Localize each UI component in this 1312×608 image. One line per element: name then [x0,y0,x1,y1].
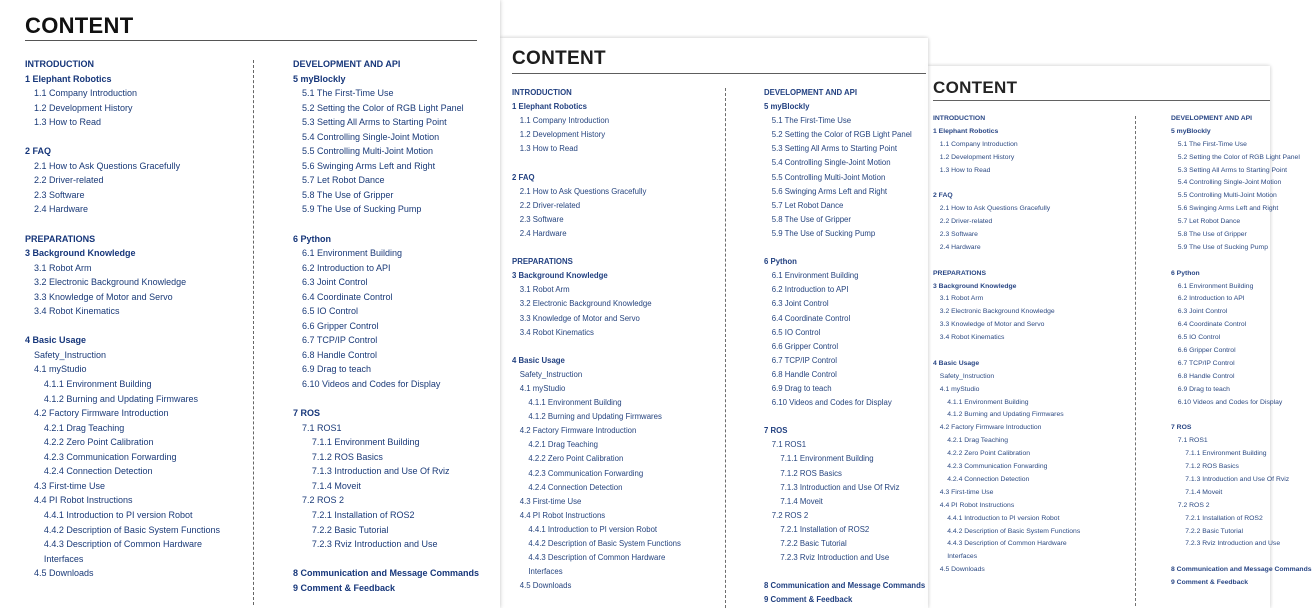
toc-entry-link[interactable]: 6.4 Coordinate Control [1177,321,1247,329]
title-rule [933,100,1270,101]
toc-entry-link[interactable]: 7.2.1 Installation of ROS2 [780,524,870,534]
toc-entry-link[interactable]: 5.1 The First-Time Use [302,88,394,99]
toc-entry-link[interactable]: 6.3 Joint Control [771,299,829,309]
section-spacer [512,340,681,354]
toc-chapter-link[interactable]: 8 Communication and Message Commands [293,568,480,579]
toc-entry-link[interactable]: 4.4.2 Description of Basic System Functions [947,527,1081,535]
toc-entry-link[interactable]: 4.1.1 Environment Building [947,398,1029,406]
toc-entry-link[interactable]: 4.2.4 Connection Detection [528,482,623,492]
toc-entry-link[interactable]: 7.2.3 Rviz Introduction and Use [780,553,890,563]
toc-entry-link[interactable]: 5.7 Let Robot Dance [1177,218,1241,226]
toc-chapter-link[interactable]: 4 Basic Usage [512,355,565,365]
toc-entry-link[interactable]: 4.4.3 Description of Common Hardware [528,553,666,563]
toc-chapter-link[interactable]: 5 myBlockly [1171,127,1211,135]
toc-entry-link[interactable]: 2.4 Hardware [34,204,89,215]
toc-part-heading: DEVELOPMENT AND API [293,59,401,69]
toc-entry-link[interactable]: 4.2.3 Communication Forwarding [43,451,177,462]
section-spacer [1171,255,1312,268]
toc-entry-link[interactable]: 2.1 How to Ask Questions Gracefully [519,186,647,196]
toc-right-column [293,57,479,595]
toc-entry-link[interactable]: 4.3 First-time Use [34,480,106,491]
toc-part-heading: INTRODUCTION [512,88,572,97]
toc-entry-link[interactable]: 4.1.2 Burning and Updating Firmwares [43,393,198,404]
section-spacer [933,177,1080,190]
toc-entry-link[interactable]: 7.2.3 Rviz Introduction and Use [1185,540,1281,548]
toc-chapter-link[interactable]: 2 FAQ [25,146,52,157]
toc-entry-link[interactable]: 5.5 Controlling Multi-Joint Motion [771,172,886,182]
toc-entry-link[interactable]: 4.2.1 Drag Teaching [947,437,1008,445]
toc-entry-link[interactable]: 1.2 Development History [939,153,1015,161]
toc-entry-link[interactable]: 6.8 Handle Control [1177,372,1235,380]
toc-entry-link[interactable]: 6.6 Gripper Control [302,320,379,331]
toc-entry-link[interactable]: 3.1 Robot Arm [34,262,92,273]
toc-entry-link[interactable]: 3.4 Robot Kinematics [939,334,1005,342]
section-spacer [293,392,479,407]
toc-page-2 [500,38,928,608]
toc-page-3 [928,66,1312,608]
toc-entry-link[interactable]: 5.6 Swinging Arms Left and Right [1177,205,1279,213]
toc-entry-link[interactable]: 6.7 TCP/IP Control [1177,359,1235,367]
toc-entry-link[interactable]: 7.2.3 Rviz Introduction and Use [311,539,438,550]
toc-chapter-link[interactable]: 1 Elephant Robotics [512,102,587,112]
section-spacer [25,319,220,334]
toc-entry-link[interactable]: 6.1 Environment Building [771,271,859,281]
toc-entry-link[interactable]: 4.2.4 Connection Detection [43,466,153,477]
toc-entry-link[interactable]: 5.6 Swinging Arms Left and Right [302,160,436,171]
toc-entry-link[interactable]: Interfaces [947,553,978,561]
toc-entry-link[interactable]: 7.1.3 Introduction and Use Of Rviz [780,482,900,492]
toc-entry-link[interactable]: 4.4.2 Description of Basic System Functions [43,524,220,535]
section-spacer [933,255,1080,268]
toc-entry-link[interactable]: 7.1.4 Moveit [1185,488,1223,496]
toc-entry-link[interactable]: 6.10 Videos and Codes for Display [1177,398,1283,406]
toc-chapter-link[interactable]: 4 Basic Usage [933,359,980,367]
toc-right-column [764,86,925,607]
toc-entry-link[interactable]: 5.7 Let Robot Dance [771,200,844,210]
toc-entry-link[interactable]: 7.1.2 ROS Basics [311,451,383,462]
toc-entry-link[interactable]: 6.3 Joint Control [1177,308,1228,316]
toc-entry-link[interactable]: 5.9 The Use of Sucking Pump [771,228,876,238]
toc-entry-link[interactable]: 5.2 Setting the Color of RGB Light Panel [771,130,912,140]
toc-entry-link[interactable]: 5.8 The Use of Gripper [1177,231,1247,239]
toc-entry-link[interactable]: 5.5 Controlling Multi-Joint Motion [302,146,434,157]
toc-entry-link[interactable]: 5.3 Setting All Arms to Starting Point [771,144,898,154]
toc-entry-link[interactable]: 4.2.2 Zero Point Calibration [528,454,624,464]
toc-chapter-link[interactable]: 7 ROS [764,426,788,436]
toc-entry-link[interactable]: 1.2 Development History [519,130,606,140]
toc-entry-link[interactable]: 7.1.1 Environment Building [311,437,420,448]
toc-entry-link[interactable]: 4.2.2 Zero Point Calibration [43,437,154,448]
toc-entry-link[interactable]: 4.5 Downloads [34,568,94,579]
toc-part-heading: INTRODUCTION [25,59,94,69]
toc-entry-link[interactable]: 6.5 IO Control [771,327,821,337]
toc-left-column [933,113,1080,577]
toc-entry-link[interactable]: 3.3 Knowledge of Motor and Servo [939,321,1045,329]
toc-entry-link[interactable]: 4.5 Downloads [519,581,572,591]
toc-entry-link[interactable]: 1.1 Company Introduction [519,116,610,126]
toc-entry-link[interactable]: 6.2 Introduction to API [302,262,391,273]
toc-entry-link[interactable]: 5.7 Let Robot Dance [302,175,385,186]
section-spacer [1171,409,1312,422]
toc-entry-link[interactable]: 4.4.1 Introduction to PI version Robot [947,514,1060,522]
toc-entry-link[interactable]: 4.5 Downloads [939,566,985,574]
toc-entry-link[interactable]: 5.8 The Use of Gripper [302,189,394,200]
toc-entry-link[interactable]: 4.2 Factory Firmware Introduction [519,426,637,436]
toc-entry-link[interactable]: 6.10 Videos and Codes for Display [302,379,441,390]
toc-part-heading: PREPARATIONS [512,257,573,267]
toc-part-heading: INTRODUCTION [933,115,986,122]
toc-entry-link[interactable]: 4.4 PI Robot Instructions [519,510,606,520]
section-spacer [512,156,681,170]
toc-page-1 [0,0,500,608]
toc-chapter-link[interactable]: 3 Background Knowledge [25,248,136,259]
toc-entry-link[interactable]: 6.2 Introduction to API [771,285,849,295]
toc-left-column [512,86,681,593]
toc-entry-link[interactable]: 4.1.2 Burning and Updating Firmwares [947,411,1064,419]
page-title: CONTENT [512,48,606,69]
toc-entry-link[interactable]: 1.3 How to Read [519,144,578,154]
toc-entry-link[interactable]: 7.2.1 Installation of ROS2 [311,509,415,520]
title-rule [512,73,926,74]
section-spacer [1171,551,1312,564]
column-divider [1135,116,1136,606]
toc-entry-link[interactable]: 5.8 The Use of Gripper [771,214,851,224]
page-title: CONTENT [933,78,1018,97]
toc-entry-link[interactable]: 4.2.4 Connection Detection [947,475,1030,483]
toc-entry-link[interactable]: 2.4 Hardware [519,228,567,238]
toc-entry-link[interactable]: 4.1.1 Environment Building [528,398,622,408]
toc-entry-link[interactable]: Safety_Instruction [519,369,583,379]
toc-entry-link[interactable]: 7.2.2 Basic Tutorial [780,539,847,548]
toc-entry-link[interactable]: 6.1 Environment Building [1177,282,1254,290]
toc-entry-link[interactable]: 6.9 Drag to teach [1177,385,1230,393]
toc-entry-link[interactable]: 7.1.3 Introduction and Use Of Rviz [311,466,450,477]
toc-entry-link[interactable]: 6.4 Coordinate Control [302,291,393,302]
toc-entry-link[interactable]: 6.3 Joint Control [302,277,368,288]
toc-entry-link[interactable]: 1.3 How to Read [939,166,991,174]
toc-entry-link[interactable]: 6.7 TCP/IP Control [302,335,378,346]
toc-entry-link[interactable]: 7.1.4 Moveit [780,496,823,506]
toc-chapter-link[interactable]: 6 Python [1171,269,1200,277]
toc-entry-link[interactable]: 2.2 Driver-related [34,175,104,186]
toc-entry-link[interactable]: 6.5 IO Control [302,306,359,317]
toc-entry-link[interactable]: 5.5 Controlling Multi-Joint Motion [1177,192,1277,200]
toc-entry-link[interactable]: 5.4 Controlling Single-Joint Motion [771,158,891,168]
toc-entry-link[interactable]: 4.3 First-time Use [519,496,582,506]
toc-entry-link[interactable]: 4.1.2 Burning and Updating Firmwares [528,412,662,422]
section-spacer [512,241,681,255]
toc-entry-link[interactable]: Safety_Instruction [34,349,107,360]
toc-entry-link[interactable]: 4.2.3 Communication Forwarding [947,463,1048,471]
toc-entry-link[interactable]: 7.2.2 Basic Tutorial [1185,527,1244,535]
toc-entry-link[interactable]: 3.3 Knowledge of Motor and Servo [519,313,640,323]
toc-entry-link[interactable]: 5.6 Swinging Arms Left and Right [771,186,888,196]
toc-entry-link[interactable]: 7.1.4 Moveit [311,480,361,491]
toc-entry-link[interactable]: 5.1 The First-Time Use [771,116,852,126]
toc-entry-link[interactable]: 3.2 Electronic Background Knowledge [519,299,652,309]
toc-entry-link[interactable]: 5.2 Setting the Color of RGB Light Panel [302,102,464,113]
toc-entry-link[interactable]: 3.2 Electronic Background Knowledge [34,277,187,288]
toc-chapter-link[interactable]: 5 myBlockly [764,102,810,112]
page-title: CONTENT [25,13,134,38]
toc-entry-link[interactable]: 5.9 The Use of Sucking Pump [302,204,422,215]
toc-entry-link[interactable]: 4.2.2 Zero Point Calibration [947,450,1031,458]
toc-entry-link[interactable]: 5.2 Setting the Color of RGB Light Panel [1177,153,1300,161]
toc-entry-link[interactable]: 5.9 The Use of Sucking Pump [1177,243,1268,251]
section-spacer [764,241,925,255]
toc-entry-link[interactable]: 6.6 Gripper Control [771,341,839,351]
toc-entry-link[interactable]: 1.1 Company Introduction [34,88,138,99]
toc-entry-link[interactable]: 3.1 Robot Arm [939,295,984,303]
toc-part-heading: PREPARATIONS [25,233,96,244]
toc-entry-link[interactable]: 2.2 Driver-related [939,218,993,226]
toc-entry-link[interactable]: 4.4.3 Description of Common Hardware [43,539,202,550]
toc-chapter-link[interactable]: 5 myBlockly [293,73,346,84]
toc-entry-link[interactable]: Interfaces [43,553,84,564]
toc-entry-link[interactable]: 2.2 Driver-related [519,200,581,210]
toc-chapter-link[interactable]: 8 Communication and Message Commands [1171,566,1312,574]
toc-entry-link[interactable]: 4.3 First-time Use [939,488,994,496]
toc-entry-link[interactable]: 6.2 Introduction to API [1177,295,1245,303]
toc-chapter-link[interactable]: 9 Comment & Feedback [764,595,853,605]
toc-entry-link[interactable]: 5.3 Setting All Arms to Starting Point [302,117,447,128]
toc-entry-link[interactable]: 3.4 Robot Kinematics [34,306,120,317]
section-spacer [764,410,925,424]
toc-entry-link[interactable]: 7.2.1 Installation of ROS2 [1185,514,1263,522]
toc-entry-link[interactable]: 6.5 IO Control [1177,334,1221,342]
toc-entry-link[interactable]: 4.2.1 Drag Teaching [528,440,599,450]
toc-chapter-link[interactable]: 8 Communication and Message Commands [764,581,926,591]
toc-entry-link[interactable]: 2.4 Hardware [939,243,981,251]
section-spacer [933,345,1080,358]
toc-entry-link[interactable]: 6.7 TCP/IP Control [771,355,837,365]
toc-entry-link[interactable]: 2.3 Software [519,214,564,224]
toc-chapter-link[interactable]: 1 Elephant Robotics [25,73,112,84]
toc-left-column [25,57,220,581]
section-spacer [25,217,220,232]
section-spacer [293,552,479,567]
toc-chapter-link[interactable]: 7 ROS [1171,424,1192,432]
toc-entry-link[interactable]: 7.1.1 Environment Building [780,454,874,464]
toc-chapter-link[interactable]: 7 ROS [293,408,321,419]
section-spacer [293,217,479,232]
toc-entry-link[interactable]: 4.4.1 Introduction to PI version Robot [528,524,658,534]
toc-chapter-link[interactable]: 6 Python [293,233,332,244]
toc-entry-link[interactable]: 7.1.1 Environment Building [1185,450,1267,458]
toc-entry-link[interactable]: 6.9 Drag to teach [302,364,372,375]
toc-entry-link[interactable]: 4.2.1 Drag Teaching [43,422,125,433]
toc-entry-link[interactable]: 2.3 Software [34,189,85,200]
section-spacer [764,565,925,579]
toc-entry-link[interactable]: 5.4 Controlling Single-Joint Motion [1177,179,1282,187]
toc-entry-link[interactable]: Interfaces [528,567,563,577]
column-divider [253,60,254,605]
toc-entry-link[interactable]: 2.3 Software [939,231,978,239]
toc-entry-link[interactable]: 4.1 myStudio [519,383,566,393]
toc-entry-link[interactable]: 7.1 ROS1 [1177,437,1208,445]
toc-entry-link[interactable]: 6.8 Handle Control [302,349,378,360]
toc-entry-link[interactable]: 7.2 ROS 2 [302,495,345,506]
toc-entry-link[interactable]: 7.2 ROS 2 [771,510,809,520]
toc-entry-link[interactable]: 4.4.2 Description of Basic System Functions [528,539,681,548]
toc-chapter-link[interactable]: 3 Background Knowledge [512,271,608,281]
toc-entry-link[interactable]: 7.2 ROS 2 [1177,501,1210,509]
toc-entry-link[interactable]: 3.2 Electronic Background Knowledge [939,308,1055,316]
toc-entry-link[interactable]: Safety_Instruction [939,372,995,380]
title-rule [25,40,477,41]
toc-entry-link[interactable]: 4.4.1 Introduction to PI version Robot [43,509,193,520]
toc-entry-link[interactable]: 2.1 How to Ask Questions Gracefully [34,160,181,171]
toc-part-heading: PREPARATIONS [933,269,986,277]
section-spacer [25,130,220,145]
toc-chapter-link[interactable]: 3 Background Knowledge [933,282,1017,290]
toc-entry-link[interactable]: 3.4 Robot Kinematics [519,327,594,337]
toc-entry-link[interactable]: 3.1 Robot Arm [519,285,570,295]
column-divider [725,88,726,608]
toc-entry-link[interactable]: 7.1.3 Introduction and Use Of Rviz [1185,475,1290,483]
toc-entry-link[interactable]: 4.2 Factory Firmware Introduction [34,408,169,419]
toc-entry-link[interactable]: 4.4.3 Description of Common Hardware [947,540,1067,548]
toc-entry-link[interactable]: 4.4 PI Robot Instructions [939,501,1015,509]
toc-chapter-link[interactable]: 6 Python [764,257,797,267]
toc-chapter-link[interactable]: 2 FAQ [512,172,535,182]
toc-entry-link[interactable]: 7.2.2 Basic Tutorial [311,524,389,535]
toc-entry-link[interactable]: 4.1 myStudio [939,385,980,393]
toc-chapter-link[interactable]: 9 Comment & Feedback [293,582,396,593]
toc-entry-link[interactable]: 4.4 PI Robot Instructions [34,495,133,506]
toc-entry-link[interactable]: 6.9 Drag to teach [771,383,832,393]
toc-entry-link[interactable]: 5.3 Setting All Arms to Starting Point [1177,166,1287,174]
toc-entry-link[interactable]: 4.1.1 Environment Building [43,379,152,390]
toc-entry-link[interactable]: 7.1 ROS1 [771,440,807,450]
toc-entry-link[interactable]: 6.10 Videos and Codes for Display [771,398,892,408]
toc-entry-link[interactable]: 6.6 Gripper Control [1177,347,1236,355]
toc-chapter-link[interactable]: 4 Basic Usage [25,335,87,346]
toc-entry-link[interactable]: 4.1 myStudio [34,364,87,375]
toc-entry-link[interactable]: 2.1 How to Ask Questions Gracefully [939,205,1051,213]
toc-entry-link[interactable]: 6.8 Handle Control [771,369,837,379]
toc-entry-link[interactable]: 7.1.2 ROS Basics [780,468,842,478]
toc-entry-link[interactable]: 7.1.2 ROS Basics [1185,463,1239,471]
toc-entry-link[interactable]: 1.2 Development History [34,102,133,113]
toc-chapter-link[interactable]: 2 FAQ [933,192,953,200]
toc-entry-link[interactable]: 5.1 The First-Time Use [1177,140,1247,148]
toc-entry-link[interactable]: 1.3 How to Read [34,117,102,128]
toc-part-heading: DEVELOPMENT AND API [1171,115,1253,122]
toc-entry-link[interactable]: 4.2.3 Communication Forwarding [528,468,644,478]
toc-entry-link[interactable]: 7.1 ROS1 [302,422,342,433]
toc-entry-link[interactable]: 3.3 Knowledge of Motor and Servo [34,291,173,302]
toc-entry-link[interactable]: 6.4 Coordinate Control [771,313,851,323]
toc-part-heading: DEVELOPMENT AND API [764,88,857,97]
toc-entry-link[interactable]: 5.4 Controlling Single-Joint Motion [302,131,440,142]
toc-right-column [1171,113,1312,590]
toc-entry-link[interactable]: 4.2 Factory Firmware Introduction [939,424,1042,432]
toc-chapter-link[interactable]: 1 Elephant Robotics [933,127,999,135]
toc-entry-link[interactable]: 1.1 Company Introduction [939,140,1018,148]
toc-chapter-link[interactable]: 9 Comment & Feedback [1171,579,1249,587]
toc-entry-link[interactable]: 6.1 Environment Building [302,248,403,259]
